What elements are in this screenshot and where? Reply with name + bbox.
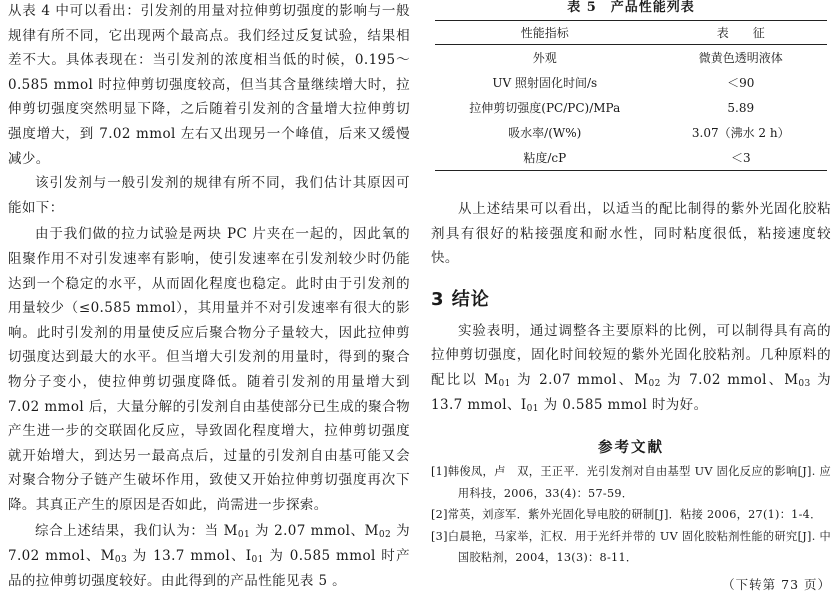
section-heading-conclusion: 3 结论 — [431, 288, 490, 310]
subscript: 01 — [251, 555, 264, 566]
table-header-cell: 表 征 — [655, 21, 827, 45]
table-cell-value: 微黄色透明液体 — [698, 51, 783, 65]
subscript: 01 — [498, 378, 511, 389]
reference-item: [2]常英，刘彦军．紫外光固化导电胶的研制[J]．粘接 2006，27(1)：1-4． — [431, 508, 822, 522]
text-run: 实验表明，通过调整各主要原料的比例，可以制得具有高的拉伸剪切强度，固化时间较短的紫外光固化胶粘剂。几种原料的配比以 M — [431, 322, 831, 388]
table-cell-value: ＜90 — [727, 76, 755, 90]
table-cell-value: 5.89 — [727, 100, 755, 115]
reference-item: [1]韩俊凤，卢 双，王正平．光引发剂对自由基型 UV 固化反应的影响[J]. 应用科技，2006，33(4)：57-59． — [431, 465, 831, 500]
paragraph-reason-intro: 该引发剂与一般引发剂的规律有所不同，我们估计其原因可能如下： — [8, 175, 410, 216]
paragraph-reason-explanation: 由于我们做的拉力试验是两块 PC 片夹在一起的，因此氧的阻聚作用不对引发速率有影响，使引发速率在引发剂较少时仍能达到一个稳定的水平，从而固化程度也稳定。此时由于引发剂的用量较少（≤0.585 mmol），其用量并不对引发速率有很大的影响。此时引发剂的用量使反应后聚合物分子量较大，因此拉伸剪切强度达到最大的水平。但当增大引发剂的用量时，得到的聚合物分子变小，使拉伸剪切强度降低。随着引发剂的用量增大到 7.02 mmol 后，大量分解的引发剂自由基使部分已生成的聚合物产生进一步的交联固化反应，导致固化程度增大，拉伸剪切强度就开始增大，到达另一最高点后，过量的引发剂自由基可能又会对聚合物分子链产生破坏作用，致使又开始拉伸剪切强度再次下降。其真正产生的原因是否如此，尚需进一步探索。 — [8, 226, 410, 513]
paragraph-table4-analysis: 从表 4 中可以看出：引发剂的用量对拉伸剪切强度的影响与一般规律有所不同，它出现两个最高点。我们经过反复试验，结果相差不大。具体表现在：当引发剂的浓度相当低的时候，0.195～0.585 mmol 时拉伸剪切强度较高，但当其含量继续增大时，拉伸剪切强度突然明显下降，之后随着引发剂的含量增大拉伸剪切强度增大，到 7.02 mmol 左右又出现另一个峰值，后来又缓慢减少。 — [8, 3, 410, 167]
subscript: 02 — [648, 378, 661, 389]
text-run: 为 7.02 mmol、M — [660, 371, 799, 388]
table-row — [435, 145, 827, 171]
table-cell-property: 吸水率/(W%) — [508, 126, 582, 140]
references-heading: 参考文献 — [598, 439, 664, 457]
text-run: 为 13.7 mmol、I — [431, 371, 831, 413]
continued-note: （下转第 73 页） — [722, 576, 831, 592]
subscript: 03 — [798, 378, 811, 389]
paragraph-conclusion — [431, 319, 831, 417]
left-column — [8, 0, 410, 593]
subscript: 02 — [378, 530, 392, 541]
reference-item: [3]白晨艳，马家举，汇权．用于光纤并带的 UV 固化胶粘剂性能的研究[J]. 中国胶粘剂，2004，13(3)：8-11． — [431, 529, 831, 565]
subscript: 01 — [526, 403, 539, 414]
table-cell-property: UV 照射固化时间/s — [492, 76, 598, 90]
table-cell-property: 粘度/cP — [523, 151, 567, 165]
right-column — [431, 0, 831, 593]
text-run: 为 7.02 mmol、M — [8, 523, 410, 565]
table-cell-value: 3.07（沸水 2 h） — [691, 126, 790, 140]
table-row — [435, 70, 827, 95]
paragraph-summary — [8, 519, 410, 593]
paragraph-results: 从上述结果可以看出，以适当的配比制得的紫外光固化胶粘剂具有很好的粘接强度和耐水性，同时粘度很低，粘接速度较快。 — [431, 201, 831, 267]
table-row — [435, 120, 827, 145]
text-run: 为 0.585 mmol 时为好。 — [538, 396, 708, 413]
table-row — [435, 45, 827, 71]
subscript: 03 — [114, 555, 128, 566]
product-property-table — [435, 20, 827, 171]
table-cell-property: 外观 — [532, 51, 557, 65]
table-header-row — [435, 21, 827, 45]
table-title: 表 5 产品性能列表 — [567, 0, 695, 15]
text-run: 为 2.07 mmol、M — [510, 371, 649, 388]
text-run: 为 2.07 mmol、M — [250, 523, 379, 540]
text-run: 为 0.585 mmol 时产品的拉伸剪切强度较好。由此得到的产品性能见表 5 。 — [8, 548, 411, 589]
text-run: 综合上述结果，我们认为：当 M — [35, 523, 238, 540]
table-cell-value: ＜3 — [730, 151, 751, 165]
subscript: 01 — [237, 530, 251, 541]
table-cell-property: 拉伸剪切强度(PC/PC)/MPa — [469, 101, 621, 115]
table-row — [435, 95, 827, 120]
text-run: 为 13.7 mmol、I — [127, 548, 252, 565]
table-header-cell: 性能指标 — [435, 21, 655, 45]
